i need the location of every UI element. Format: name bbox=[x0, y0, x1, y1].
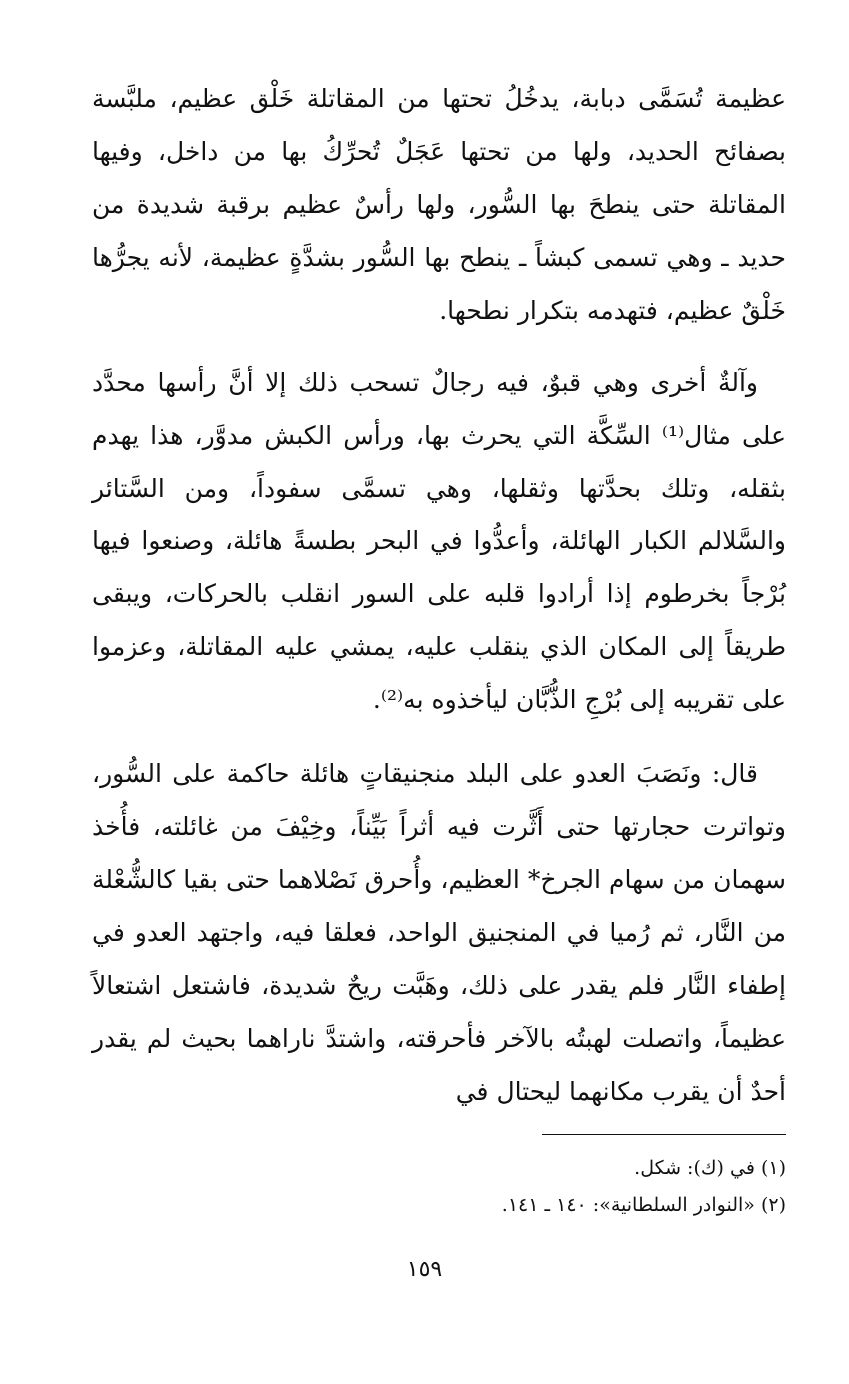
footnote-2: (٢) «النوادر السلطانية»: ١٤٠ ـ ١٤١. bbox=[501, 1194, 786, 1216]
page-number: ١٥٩ bbox=[406, 1257, 443, 1282]
footnote-divider bbox=[542, 1134, 786, 1135]
paragraph-3: قال: ونَصَبَ العدو على البلد منجنيقاتٍ هائلة حاكمة على السُّور، وتواترت حجارتها حتى أَثَّرت فيه أثراً بَيِّناً، وخِيْفَ من غائلته، فأُخذ سهمان من سهام الجرخ* العظيم، وأُحرق نَصْلاهما حتى بقيا كالشُّعْلة من النَّار، ثم رُميا في المنجنيق الواحد، فعلقا فيه، واجتهد العدو في إطفاء النَّار فلم يقدر على ذلك، وهَبَّت ريحٌ شديدة، فاشتعل اشتعالاً عظيماً، واتصلت لهبتُه بالآخر فأحرقته، واشتدَّ ناراهما بحيث لم يقدر أحدٌ أن يقرب مكانهما ليحتال في bbox=[92, 758, 786, 1106]
paragraph-1: عظيمة تُسَمَّى دبابة، يدخُلُ تحتها من المقاتلة خَلْق عظيم، ملبَّسة بصفائح الحديد، ولها من تحتها عَجَلٌ تُحرِّكُ بها من داخل، وفيها المقاتلة حتى ينطحَ بها السُّور، ولها رأسٌ عظيم برقبة شديدة من حديد ـ وهي تسمى كبشاً ـ ينطح بها السُّور بشدَّةٍ عظيمة، لأنه يجرُّها خَلْقٌ عظيم، فتهدمه بتكرار نطحها. bbox=[92, 84, 786, 325]
footnotes bbox=[92, 1150, 786, 1224]
page-body bbox=[92, 72, 786, 1118]
footnote-1: (١) في (ك): شكل. bbox=[634, 1157, 786, 1179]
paragraph-2: وآلةٌ أخرى وهي قبوٌ، فيه رجالٌ تسحب ذلك إلا أنَّ رأسها محدَّد على مثال⁽¹⁾ السِّكَّة التي يحرث بها، ورأس الكبش مدوَّر، هذا يهدم بثقله، وتلك بحدَّتها وثقلها، وهي تسمَّى سفوداً، ومن السَّتائر والسَّلالم الكبار الهائلة، وأعدُّوا في البحر بطسةً هائلة، وصنعوا فيها بُرْجاً بخرطوم إذا أرادوا قلبه على السور انقلب بالحركات، ويبقى طريقاً إلى المكان الذي ينقلب عليه، يمشي عليه المقاتلة، وعزموا على تقريبه إلى بُرْجِ الذُّبَّان ليأخذوه به⁽²⁾. bbox=[92, 368, 786, 714]
